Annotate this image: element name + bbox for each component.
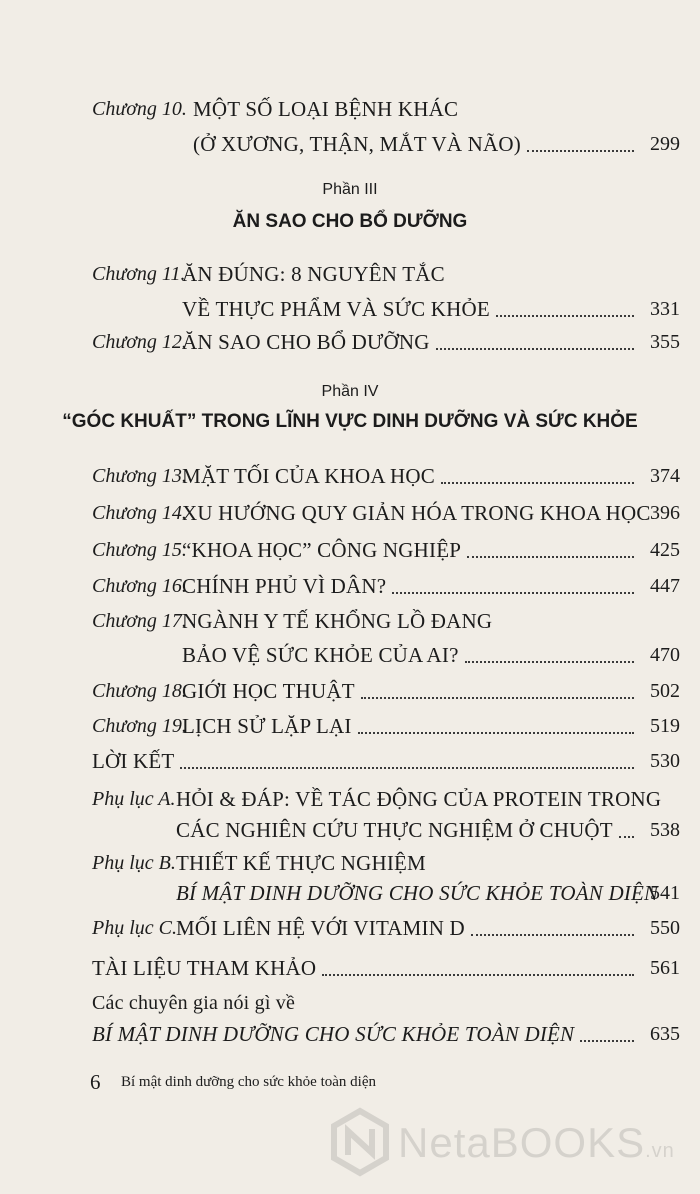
- toc-entry-continued: [0, 1019, 700, 1049]
- leader-dots: [180, 767, 634, 769]
- chapter-title: LỊCH SỬ LẶP LẠI: [182, 714, 352, 738]
- watermark-suffix: .vn: [645, 1140, 675, 1162]
- toc-entry: [0, 259, 700, 289]
- leader-dots: [361, 697, 634, 699]
- toc-entry: [0, 746, 700, 776]
- page-number: 299: [650, 133, 680, 155]
- leader-dots: [358, 732, 634, 734]
- netabooks-logo-icon: [330, 1107, 390, 1177]
- running-title: Bí mật dinh dưỡng cho sức khỏe toàn diện: [121, 1074, 376, 1090]
- leader-dots: [392, 592, 634, 594]
- toc-entry-continued: [0, 878, 700, 908]
- chapter-label: Chương 18.: [92, 680, 187, 702]
- part-heading: Phần IV: [321, 383, 379, 400]
- page-number: 425: [650, 539, 680, 561]
- toc-entry-continued: [0, 294, 700, 324]
- toc-entry: [0, 953, 700, 983]
- appendix-label: Phụ lục A.: [92, 788, 176, 810]
- leader-dots: [619, 836, 634, 838]
- leader-dots: [441, 482, 634, 484]
- chapter-label: Chương 15.: [92, 539, 187, 561]
- section-title: LỜI KẾT: [92, 749, 175, 773]
- toc-entry: [0, 913, 700, 943]
- chapter-title: BẢO VỆ SỨC KHỎE CỦA AI?: [182, 643, 459, 667]
- toc-entry: [0, 676, 700, 706]
- toc-entry: [0, 848, 700, 878]
- page-number: 355: [650, 331, 680, 353]
- section-title: BÍ MẬT DINH DƯỠNG CHO SỨC KHỎE TOÀN DIỆN: [92, 1022, 575, 1046]
- toc-entry: [0, 461, 700, 491]
- watermark-text: [398, 1119, 675, 1167]
- page-number: 470: [650, 644, 680, 666]
- page-number: 502: [650, 680, 680, 702]
- part-heading: Phần III: [322, 181, 378, 198]
- appendix-label: Phụ lục C.: [92, 917, 177, 939]
- page-number: 538: [650, 819, 680, 841]
- chapter-label: Chương 16.: [92, 575, 187, 597]
- page-number: 550: [650, 917, 680, 939]
- page-number: 541: [650, 882, 680, 904]
- page-number: 374: [650, 465, 680, 487]
- toc-entry-continued: [0, 815, 700, 845]
- page-number: 396: [650, 502, 680, 524]
- appendix-title: CÁC NGHIÊN CỨU THỰC NGHIỆM Ở CHUỘT: [176, 818, 613, 842]
- watermark-brand: NetaBOOKS: [398, 1119, 646, 1166]
- toc-entry: [0, 988, 700, 1018]
- leader-dots: [471, 934, 634, 936]
- chapter-title: ĂN SAO CHO BỔ DƯỠNG: [182, 330, 430, 354]
- chapter-title: XU HƯỚNG QUY GIẢN HÓA TRONG KHOA HỌC: [182, 501, 651, 525]
- watermark: [330, 1105, 700, 1185]
- chapter-label: Chương 13.: [92, 465, 187, 487]
- appendix-label: Phụ lục B.: [92, 852, 176, 874]
- chapter-title: GIỚI HỌC THUẬT: [182, 679, 355, 703]
- chapter-label: Chương 11.: [92, 263, 186, 285]
- chapter-title: MẶT TỐI CỦA KHOA HỌC: [182, 464, 435, 488]
- appendix-title: HỎI & ĐÁP: VỀ TÁC ĐỘNG CỦA PROTEIN TRONG: [176, 787, 662, 811]
- page-number: 519: [650, 715, 680, 737]
- chapter-label: Chương 17.: [92, 610, 187, 632]
- chapter-label: Chương 10.: [92, 98, 187, 120]
- toc-entry: [0, 94, 700, 124]
- chapter-title: ĂN ĐÚNG: 8 NGUYÊN TẮC: [182, 262, 445, 286]
- leader-dots: [467, 556, 634, 558]
- appendix-title: THIẾT KẾ THỰC NGHIỆM: [176, 851, 426, 875]
- toc-entry: [0, 498, 700, 528]
- leader-dots: [496, 315, 634, 317]
- chapter-title: (Ở XƯƠNG, THẬN, MẮT VÀ NÃO): [193, 132, 521, 156]
- toc-entry: [0, 711, 700, 741]
- page-number: 561: [650, 957, 680, 979]
- toc-entry: [0, 327, 700, 357]
- folio-page-number: 6: [90, 1070, 101, 1094]
- leader-dots: [436, 348, 634, 350]
- chapter-title: MỘT SỐ LOẠI BỆNH KHÁC: [193, 97, 459, 121]
- leader-dots: [580, 1040, 634, 1042]
- toc-entry: [0, 606, 700, 636]
- page-number: 447: [650, 575, 680, 597]
- page-number: 331: [650, 298, 680, 320]
- section-title: Các chuyên gia nói gì về: [92, 992, 296, 1014]
- leader-dots: [527, 150, 634, 152]
- toc-entry-continued: [0, 129, 700, 159]
- chapter-label: Chương 14.: [92, 502, 187, 524]
- toc-entry: [0, 571, 700, 601]
- appendix-title: BÍ MẬT DINH DƯỠNG CHO SỨC KHỎE TOÀN DIỆN: [176, 881, 659, 905]
- toc-entry: [0, 535, 700, 565]
- section-title: TÀI LIỆU THAM KHẢO: [92, 956, 317, 980]
- part-title: ĂN SAO CHO BỔ DƯỠNG: [232, 211, 468, 232]
- chapter-title: CHÍNH PHỦ VÌ DÂN?: [182, 574, 387, 598]
- chapter-label: Chương 12.: [92, 331, 187, 353]
- appendix-title: MỐI LIÊN HỆ VỚI VITAMIN D: [176, 916, 465, 940]
- page-number: 635: [650, 1023, 680, 1045]
- toc-entry: [0, 784, 700, 814]
- part-title: “GÓC KHUẤT” TRONG LĨNH VỰC DINH DƯỠNG VÀ SỨC KHỎE: [62, 411, 638, 432]
- page-number: 530: [650, 750, 680, 772]
- chapter-title: VỀ THỰC PHẨM VÀ SỨC KHỎE: [182, 297, 490, 321]
- leader-dots: [322, 974, 634, 976]
- chapter-title: NGÀNH Y TẾ KHỔNG LỒ ĐANG: [182, 609, 493, 633]
- chapter-title: “KHOA HỌC” CÔNG NGHIỆP: [182, 538, 462, 562]
- chapter-label: Chương 19.: [92, 715, 187, 737]
- leader-dots: [465, 661, 634, 663]
- toc-entry-continued: [0, 640, 700, 670]
